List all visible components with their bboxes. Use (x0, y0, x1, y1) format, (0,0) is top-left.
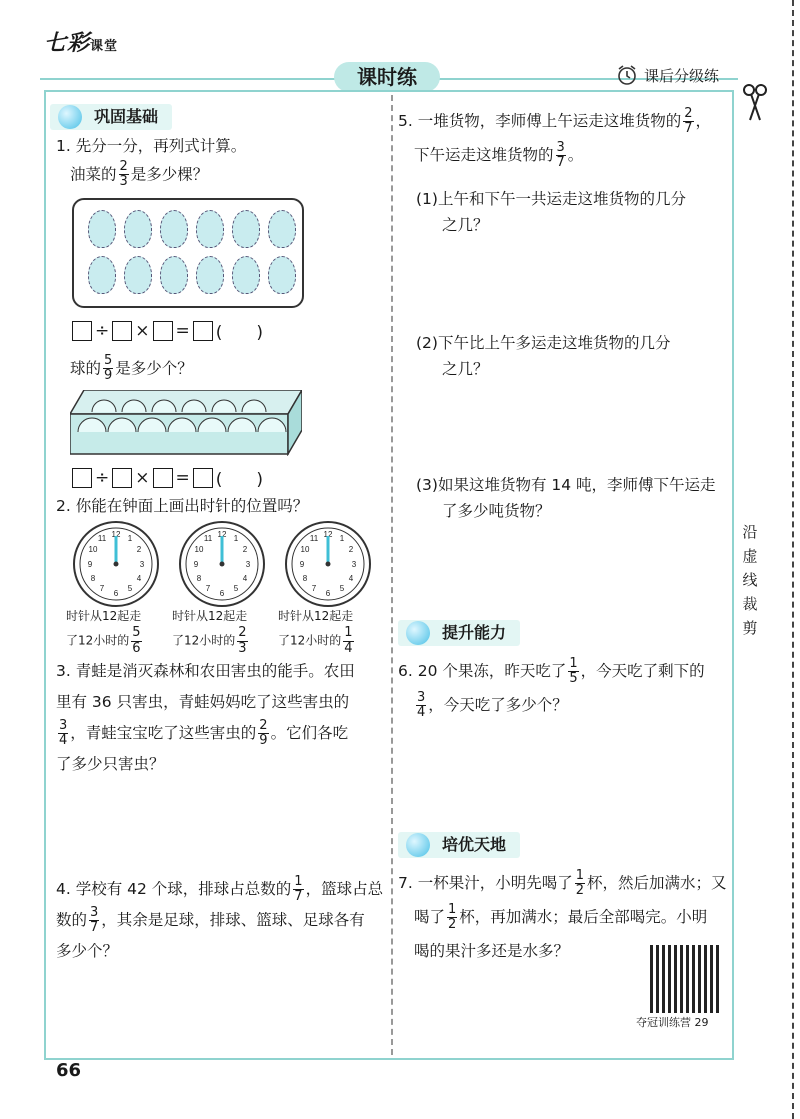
svg-text:6: 6 (325, 589, 331, 598)
svg-text:1: 1 (339, 534, 345, 543)
clock-face-1[interactable] (72, 520, 160, 608)
svg-text:5: 5 (233, 584, 239, 593)
section-improve: 提升能力 (398, 620, 520, 646)
svg-text:11: 11 (309, 534, 319, 543)
svg-text:12: 12 (111, 530, 121, 539)
qr-caption: 夺冠训练营 29 (636, 1016, 709, 1029)
column-divider (391, 95, 393, 1055)
svg-text:11: 11 (97, 534, 107, 543)
ball-icon (406, 833, 430, 857)
q2-title: 2. 你能在钟面上画出时针的位置吗？ (56, 497, 309, 515)
unit-blank[interactable]: ( ) (215, 323, 264, 343)
svg-text:8: 8 (196, 574, 202, 583)
clock-caption-2: 时针从12起走 了12小时的 $\frac{2}{3}$ (172, 609, 248, 656)
scissors-icon (742, 82, 768, 122)
clock-caption-1: 时针从12起走 了12小时的 $\frac{5}{6}$ (66, 609, 142, 656)
svg-text:2: 2 (348, 545, 354, 554)
cut-instruction: 沿 虚 线 裁 剪 (742, 523, 758, 637)
svg-text:8: 8 (302, 574, 308, 583)
q1-title: 1. 先分一分，再列式计算。 (56, 137, 247, 155)
q1-equation-a: ÷ × = ( ) (72, 318, 263, 343)
svg-text:12: 12 (217, 530, 227, 539)
answer-box[interactable] (193, 468, 213, 488)
brand-logo: 七彩课堂 (44, 30, 119, 56)
svg-text:7: 7 (311, 584, 317, 593)
svg-text:3: 3 (351, 560, 357, 569)
section-basic: 巩固基础 (50, 104, 172, 130)
answer-box[interactable] (112, 468, 132, 488)
svg-text:5: 5 (127, 584, 133, 593)
svg-text:2: 2 (136, 545, 142, 554)
q1-part-b: 球的 $\frac{5}{9}$ 是多少个？ (70, 353, 193, 384)
cut-line (792, 0, 794, 1119)
svg-text:9: 9 (299, 560, 305, 569)
header-right: 课后分级练 (616, 64, 719, 86)
ball-tray-picture (70, 390, 302, 456)
q7-text: 7. 一杯果汁，小明先喝了 $\frac{1}{2}$ 杯，然后加满水；又 喝了 $\frac{1}{2}$ 杯，再加满水；最后全部喝完。小明 喝的果汁多还是水多？ (398, 867, 727, 961)
q1-equation-b: ÷ × = ( ) (72, 465, 263, 490)
section-advanced: 培优天地 (398, 832, 520, 858)
q5-text: 5. 一堆货物，李师傅上午运走这堆货物的 $\frac{2}{7}$ ， 下午运走这堆货物的 $\frac{3}{7}$ 。 (398, 105, 712, 171)
svg-text:11: 11 (203, 534, 213, 543)
svg-text:12: 12 (323, 530, 333, 539)
q3-text: 3. 青蛙是消灭森林和农田害虫的能手。农田 里有 36 只害虫，青蛙妈妈吃了这些害虫的 $\frac{3}{4}$ ，青蛙宝宝吃了这些害虫的 $\frac{2}{9}$ 。它们各吃 了多少只害虫？ (56, 662, 355, 773)
svg-text:5: 5 (339, 584, 345, 593)
unit-blank[interactable]: ( ) (215, 470, 264, 490)
q4-text: 4. 学校有 42 个球，排球占总数的 $\frac{1}{7}$ ，篮球占总 数的 $\frac{3}{7}$ ，其余是足球，排球、篮球、足球各有 多少个？ (56, 873, 384, 960)
svg-text:1: 1 (127, 534, 133, 543)
svg-text:7: 7 (205, 584, 211, 593)
clock-caption-3: 时针从12起走 了12小时的 $\frac{1}{4}$ (278, 609, 354, 656)
svg-text:10: 10 (194, 545, 204, 554)
q5-part-2: (2)下午比上午多运走这堆货物的几分 之几？ (416, 334, 671, 379)
svg-text:3: 3 (245, 560, 251, 569)
answer-box[interactable] (153, 321, 173, 341)
svg-text:7: 7 (99, 584, 105, 593)
svg-text:3: 3 (139, 560, 145, 569)
q5-part-1: (1)上午和下午一共运走这堆货物的几分 之几？ (416, 190, 686, 235)
answer-box[interactable] (72, 321, 92, 341)
ball-icon (406, 621, 430, 645)
clock-face-2[interactable] (178, 520, 266, 608)
q6-text: 6. 20 个果冻，昨天吃了 $\frac{1}{5}$ ，今天吃了剩下的 $\frac{3}{4}$ ，今天吃了多少个？ (398, 655, 705, 721)
ball-icon (58, 105, 82, 129)
svg-text:9: 9 (193, 560, 199, 569)
clock-face-3[interactable] (284, 520, 372, 608)
svg-text:6: 6 (219, 589, 225, 598)
svg-text:4: 4 (348, 574, 354, 583)
svg-text:6: 6 (113, 589, 119, 598)
q1-part-a: 油菜的 $\frac{2}{3}$ 是多少棵？ (70, 159, 209, 190)
page-title: 课时练 (334, 62, 440, 92)
svg-text:9: 9 (87, 560, 93, 569)
q5-part-3: (3)如果这堆货物有 14 吨，李师傅下午运走 了多少吨货物？ (416, 476, 716, 521)
svg-text:8: 8 (90, 574, 96, 583)
answer-box[interactable] (193, 321, 213, 341)
svg-text:4: 4 (242, 574, 248, 583)
svg-text:10: 10 (88, 545, 98, 554)
page-number: 66 (56, 1060, 82, 1081)
svg-text:2: 2 (242, 545, 248, 554)
vegetable-picture (72, 198, 304, 308)
svg-text:1: 1 (233, 534, 239, 543)
answer-box[interactable] (112, 321, 132, 341)
answer-box[interactable] (153, 468, 173, 488)
answer-box[interactable] (72, 468, 92, 488)
qr-code[interactable] (650, 945, 722, 1013)
svg-text:10: 10 (300, 545, 310, 554)
svg-text:4: 4 (136, 574, 142, 583)
alarm-clock-icon (616, 64, 638, 86)
